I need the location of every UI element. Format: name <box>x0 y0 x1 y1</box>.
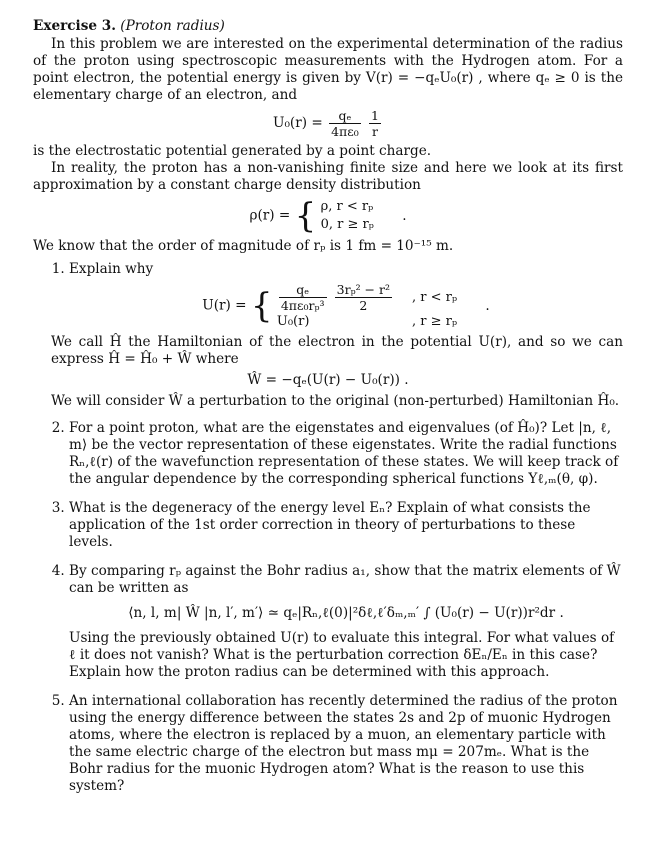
exercise-subtitle: (Proton radius) <box>120 18 225 34</box>
equation-u: U(r) = { $\frac{\text{qₑ}}{\text{4πε₀rₚ³}}$ $\frac{\text{3rₚ² − r²}}{2}$ , r < rₚ U₀(r) , r ≥ rₚ . <box>202 282 490 329</box>
reality-paragraph: In reality, the proton has a non-vanishing finite size and here we look at its first approximation by a constant charge density distribution <box>33 160 623 193</box>
rho-case-outside: 0, r ≥ rₚ <box>320 217 374 232</box>
question-list <box>33 261 623 330</box>
fraction-qe-over-4pi-eps: $\frac{\text{qₑ}}{\text{4πε₀}}$ <box>331 108 359 139</box>
rho-case-inside: ρ, r < rₚ <box>320 199 374 214</box>
intro-paragraph: In this problem we are interested on the experimental determination of the radius of the proton using spectroscopic measurements with the Hydrogen atom. For a point electron, the potential energy is given by V(r) = −qₑU₀(r) , where qₑ ≥ 0 is the elementary charge of an electron, and <box>33 36 623 103</box>
question-4: 4. By comparing rₚ against the Bohr radius a₁, show that the matrix elements of Ŵ can be written as ⟨n, l, m| Ŵ |n, l′, m′⟩ ≃ qₑ|Rₙ,ℓ(0)|²δℓ,ℓ′δₘ,ₘ′ ∫ (U₀(r) − U(r))r²dr . Using the previously obtained U(r) to evaluate this integral. For what values of ℓ it does not vanish? What is the perturbation correction δEₙ/Eₙ in this case? Explain how the proton radius can be determined with this approach. <box>69 563 623 681</box>
question-3: 3. What is the degeneracy of the energy level Eₙ? Explain of what consists the application of the 1st order correction in theory of perturbations to these levels. <box>69 500 623 551</box>
u-case-outside: U₀(r) , r ≥ rₚ <box>276 314 458 329</box>
question-2: 2. For a point proton, what are the eigenstates and eigenvalues (of Ĥ₀)? Let |n, ℓ, m⟩ be the vector representation of these eigenstates. Write the radial functions Rₙ,ℓ(r) of the wavefunction representation of these states. We will keep track of the angular dependence by the corresponding spherical functions Yℓ,ₘ(θ, φ). <box>69 420 623 488</box>
question-4-followup: Using the previously obtained U(r) to evaluate this integral. For what values of ℓ it does not vanish? What is the perturbation correction δEₙ/Eₙ in this case? Explain how the proton radius can be determined with this approach. <box>69 630 615 680</box>
equation-u-lhs: U(r) = <box>202 297 247 314</box>
exercise-title: Exercise 3. <box>33 18 116 34</box>
hamiltonian-text: We call Ĥ the Hamiltonian of the electron in the potential U(r), and so we can express Ĥ = Ĥ₀ + Ŵ where <box>51 334 623 367</box>
u-case-inside: $\frac{\text{qₑ}}{\text{4πε₀rₚ³}}$ $\frac{\text{3rₚ² − r²}}{2}$ , r < rₚ <box>280 282 458 313</box>
rho-cases <box>321 198 374 234</box>
fraction-1-over-r: $\frac{1}{r}$ <box>371 108 379 139</box>
equation-u0 <box>33 108 623 139</box>
equation-rho: ρ(r) = { ρ, r < rₚ 0, r ≥ rₚ . <box>249 196 407 236</box>
question-list-continued <box>33 420 623 795</box>
question-1: 1. Explain why U(r) = { $\frac{\text{qₑ}}{\text{4πε₀rₚ³}}$ $\frac{\text{3rₚ² − r²}}{2}$ , r < rₚ U₀(r) , r ≥ rₚ . <box>69 261 623 330</box>
question-5: 5. An international collaboration has recently determined the radius of the proton using the energy difference between the states 2s and 2p of muonic Hydrogen atoms, where the electron is replaced by a muon, an elementary particle with the same electric charge of the electron but mass mμ = 207mₑ. What is the Bohr radius for the muonic Hydrogen atom? What is the reason to use this system? <box>69 693 623 795</box>
exercise-page <box>33 18 623 795</box>
equation-u0-lhs: U₀(r) = <box>273 115 323 131</box>
perturbation-text: We will consider Ŵ a perturbation to the original (non-perturbed) Hamiltonian Ĥ₀. <box>51 393 620 409</box>
exercise-heading <box>33 18 623 35</box>
after-u0-text: is the electrostatic potential generated by a point charge. <box>33 143 432 159</box>
equation-rho-lhs: ρ(r) = <box>249 207 291 224</box>
equation-w: Ŵ = −qₑ(U(r) − U₀(r)) . <box>247 372 409 388</box>
u-cases <box>277 282 457 330</box>
order-of-magnitude-text: We know that the order of magnitude of rₚ is 1 fm = 10⁻¹⁵ m. <box>33 238 454 254</box>
equation-matrix-element: ⟨n, l, m| Ŵ |n, l′, m′⟩ ≃ qₑ|Rₙ,ℓ(0)|²δℓ,ℓ′δₘ,ₘ′ ∫ (U₀(r) − U(r))r²dr . <box>128 605 564 621</box>
